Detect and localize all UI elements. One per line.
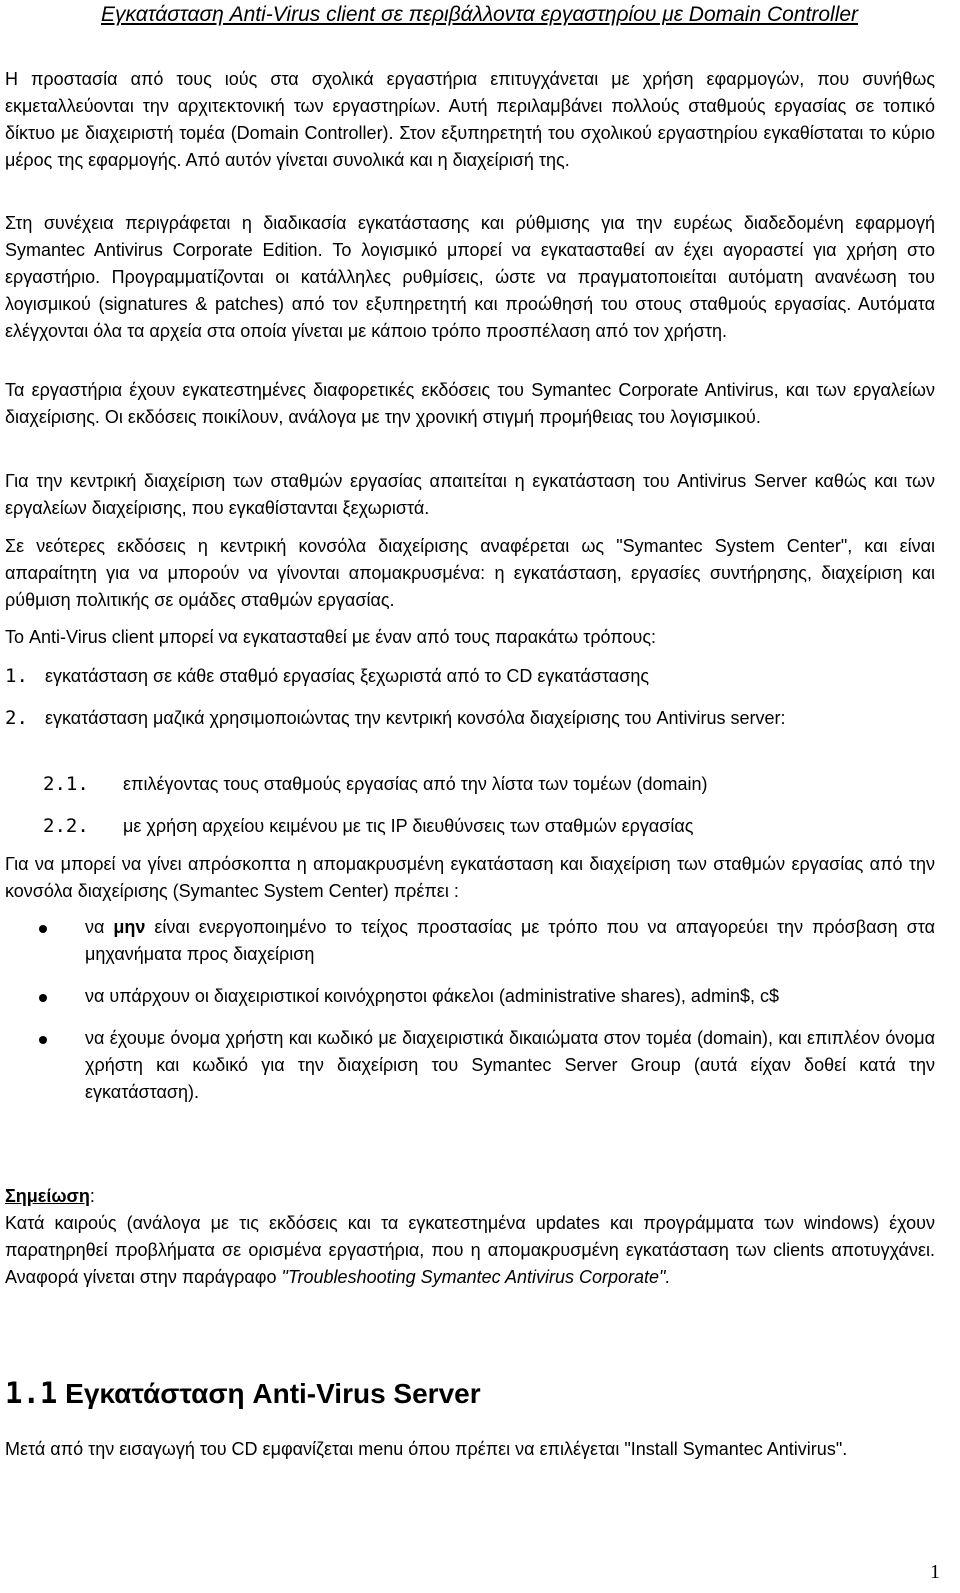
bullet-item	[5, 1025, 935, 1106]
note-label: Σημείωση	[5, 1186, 90, 1206]
bullet-item	[5, 983, 935, 1010]
bullet-text: να έχουμε όνομα χρήστη και κωδικό με διαχειριστικά δικαιώματα στον τομέα (domain), και επιπλέον όνομα χρήστη και κωδικό για την διαχείριση του Symantec Server Group (αυτά είχαν δοθεί κατά την εγκατάσταση).	[85, 1028, 935, 1102]
note-block	[5, 1183, 935, 1291]
bullet-icon	[39, 925, 47, 933]
bullet-icon	[39, 994, 47, 1002]
central-management-paragraph: Για την κεντρική διαχείριση των σταθμών εργασίας απαιτείται η εγκατάσταση του Antivirus Server καθώς και των εργαλείων διαχείρισης, που εγκαθίστανται ξεχωριστά.	[5, 471, 935, 518]
sublist-item	[5, 771, 935, 798]
install-methods-paragraph: Το Anti-Virus client μπορεί να εγκατασταθεί με έναν από τους παρακάτω τρόπους:	[5, 627, 657, 647]
document-page	[5, 0, 935, 1459]
note-text: Κατά καιρούς (ανάλογα με τις εκδόσεις και τα εγκατεστημένα updates και προγράμματα των windows) έχουν παρατηρηθεί προβλήματα σε ορισμένα εργαστήρια, που η απομακρυσμένη εγκατάσταση των clients αποτυγχάνει. Αναφορά γίνεται στην παράγραφο "Troubleshooting Symantec Antivirus Corporate".	[5, 1213, 935, 1287]
list-item	[5, 705, 935, 732]
bullet-item	[5, 914, 935, 968]
sublist-item-text: επιλέγοντας τους σταθμούς εργασίας από την λίστα των τομέων (domain)	[123, 774, 708, 794]
list-item	[5, 663, 935, 690]
section-heading	[5, 1375, 481, 1412]
list-item-text: εγκατάσταση σε κάθε σταθμό εργασίας ξεχωριστά από το CD εγκατάστασης	[45, 666, 650, 686]
note-reference: "Troubleshooting Symantec Antivirus Corporate".	[281, 1267, 671, 1287]
console-paragraph: Σε νεότερες εκδόσεις η κεντρική κονσόλα διαχείρισης αναφέρεται ως "Symantec System Center", και είναι απαραίτητη για να μπορούν να γίνονται απομακρυσμένα: η εγκατάσταση, εργασίες συντήρησης, διαχείριση και ρύθμιση πολιτικής σε ομάδες σταθμών εργασίας.	[5, 536, 935, 610]
list-item-number: 2.	[5, 707, 28, 729]
note-colon: :	[89, 1186, 95, 1206]
install-paragraph: Μετά από την εισαγωγή του CD εμφανίζεται menu όπου πρέπει να επιλέγεται "Install Symantec Antivirus".	[5, 1439, 848, 1459]
sublist-item-number: 2.2.	[43, 815, 89, 837]
sublist-item	[5, 813, 935, 840]
document-title: Εγκατάσταση Anti-Virus client σε περιβάλλοντα εργαστηρίου με Domain Controller	[101, 3, 859, 26]
bullet-text: να μην είναι ενεργοποιημένο το τείχος προστασίας με τρόπο που να απαγορεύει την πρόσβαση στα μηχανήματα προς διαχείριση	[85, 917, 935, 964]
section-number: 1.1	[5, 1376, 58, 1410]
list-item-number: 1.	[5, 665, 28, 687]
labs-versions-paragraph: Τα εργαστήρια έχουν εγκατεστημένες διαφορετικές εκδόσεις του Symantec Corporate Antivirus, και των εργαλείων διαχείρισης. Οι εκδόσεις ποικίλουν, ανάλογα με την χρονική στιγμή προμήθειας του λογισμικού.	[5, 380, 935, 427]
bullet-icon	[39, 1036, 47, 1044]
requirements-bullet-list	[5, 914, 935, 1121]
description-paragraph: Στη συνέχεια περιγράφεται η διαδικασία εγκατάστασης και ρύθμισης για την ευρέως διαδεδομένη εφαρμογή Symantec Antivirus Corporate Edition. Το λογισμικό μπορεί να εγκατασταθεί αν έχει αγοραστεί για χρήση στο εργαστήριο. Προγραμματίζονται οι κατάλληλες ρυθμίσεις, ώστε να πραγματοποιείται αυτόματη ανανέωση του λογισμικού (signatures & patches) από τον εξυπηρετητή και προώθησή του στους σταθμούς εργασίας. Αυτόματα ελέγχονται όλα τα αρχεία στα οποία γίνεται με κάποιο τρόπο προσπέλαση από τον χρήστη.	[5, 213, 935, 341]
intro-paragraph: Η προστασία από τους ιούς στα σχολικά εργαστήρια επιτυγχάνεται με χρήση εφαρμογών, που συνήθως εκμεταλλεύονται την αρχιτεκτονική των εργαστηρίων. Αυτή περιλαμβάνει πολλούς σταθμούς εργασίας σε τοπικό δίκτυο με διαχειριστή τομέα (Domain Controller). Στον εξυπηρετητή του σχολικού εργαστηρίου εγκαθίσταται το κύριο μέρος της εφαρμογής. Από αυτόν γίνεται συνολικά και η διαχείρισή της.	[5, 69, 935, 170]
bold-emphasis: μην	[113, 917, 146, 937]
list-item-text: εγκατάσταση μαζικά χρησιμοποιώντας την κεντρική κονσόλα διαχείρισης του Antivirus server:	[45, 708, 786, 728]
sublist-item-number: 2.1.	[43, 773, 89, 795]
sublist-item-text: με χρήση αρχείου κειμένου με τις IP διευθύνσεις των σταθμών εργασίας	[123, 816, 694, 836]
bullet-text: να υπάρχουν οι διαχειριστικοί κοινόχρηστοι φάκελοι (administrative shares), admin$, c$	[85, 986, 779, 1006]
requirements-paragraph: Για να μπορεί να γίνει απρόσκοπτα η απομακρυσμένη εγκατάσταση και διαχείριση των σταθμών εργασίας από την κονσόλα διαχείρισης (Symantec System Center) πρέπει :	[5, 854, 935, 901]
page-number: 1	[930, 1561, 940, 1583]
section-title: Εγκατάσταση Anti-Virus Server	[57, 1378, 481, 1409]
